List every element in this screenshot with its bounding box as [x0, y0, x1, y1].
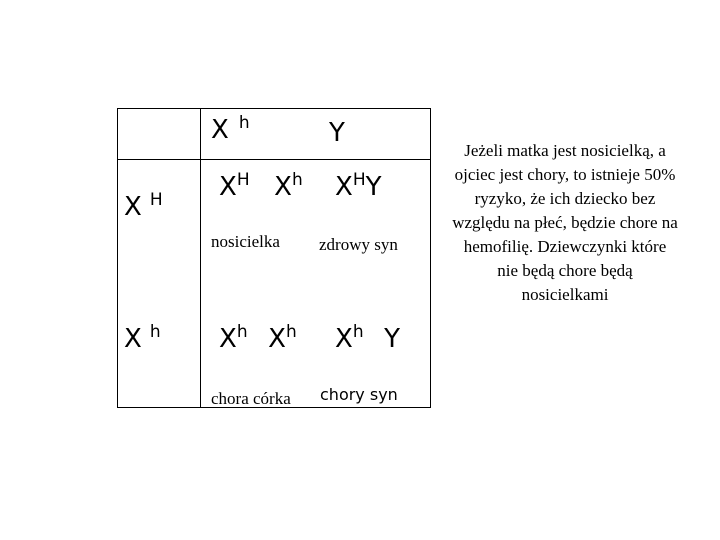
row-header-xh [124, 322, 161, 354]
genotype-xH-y: $X^HY$ [335, 170, 382, 202]
punnett-vertical-divider [200, 109, 201, 407]
description-text: Jeżeli matka jest nosicielką, a ojciec jest chory, to istnieje 50% ryzyko, że ich dziecko bez względu na płeć, będzie chore na hemofilię. Dziewczynki które nie będą chore będą nosicielkami [452, 141, 678, 304]
genotype-xH-xh: $X^H$ $X^h$ [219, 170, 303, 202]
phenotype-healthy-son: zdrowy syn [319, 235, 398, 254]
row-header-xH [124, 190, 163, 222]
row-header-xh-sup: h [149, 322, 161, 342]
punnett-horizontal-divider [118, 159, 430, 160]
column-header-xh-sup: h [238, 113, 250, 133]
genotype-xh-xh: $X^h$ $X^h$ [219, 322, 297, 354]
column-header-y-base: Y [329, 118, 345, 148]
phenotype-carrier-daughter: nosicielka [211, 232, 280, 251]
phenotype-affected-daughter: chora córka [211, 389, 291, 408]
punnett-square [117, 108, 431, 408]
genotype-xh-y: $X^h$ Y [335, 322, 401, 354]
row-header-xH-base: X [124, 192, 142, 222]
phenotype-affected-son: chory syn [320, 385, 398, 404]
column-header-xh-base: X [211, 115, 229, 145]
row-header-xh-base: X [124, 324, 142, 354]
column-header-xh [211, 113, 250, 145]
row-header-xH-sup: H [149, 190, 163, 210]
column-header-y [329, 118, 345, 148]
